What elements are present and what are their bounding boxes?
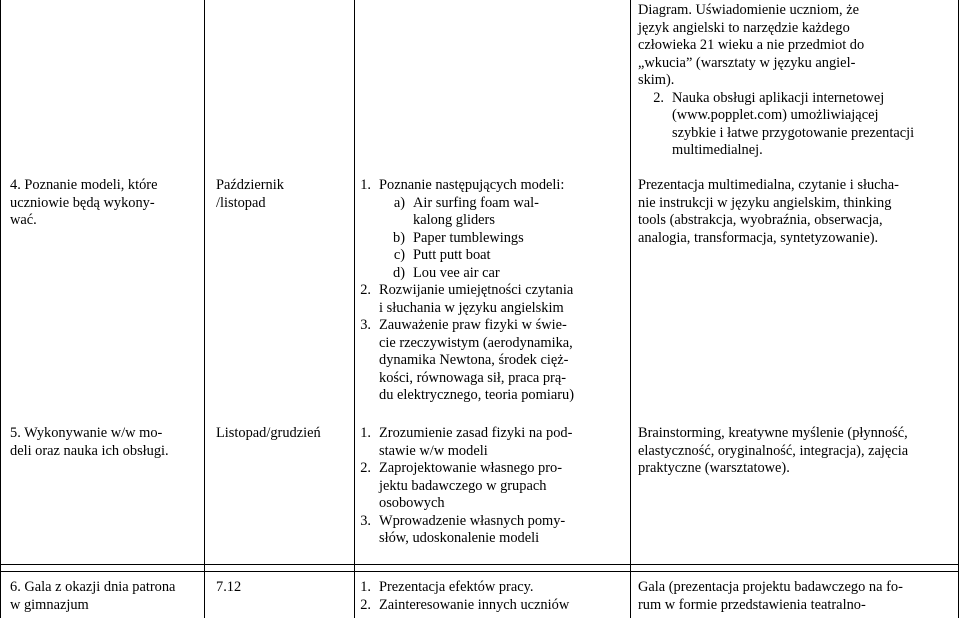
topic-cell-5 <box>10 425 200 460</box>
text-line: Zainteresowanie innych uczniów <box>379 596 570 613</box>
text-line: Prezentacja efektów pracy. <box>379 579 534 595</box>
text-line: Listopad/grudzień <box>216 425 321 441</box>
list-number: 1. <box>360 177 371 193</box>
sub-list-letter: a) <box>393 194 405 211</box>
list-item <box>345 425 628 460</box>
text-line: jektu badawczego w grupach <box>379 477 547 494</box>
list-number: 2. <box>653 89 664 106</box>
sub-list-item <box>379 195 628 230</box>
text-line: rum w formie przedstawienia teatralno- <box>638 596 866 613</box>
text-line: nie instrukcji w języku angielskim, thinking <box>638 194 892 211</box>
text-line: szybkie i łatwe przygotowanie prezentacji <box>672 124 915 141</box>
list-number: 1. <box>360 579 371 595</box>
sub-list-letter: c) <box>393 247 405 263</box>
text-line: kości, równowaga sił, praca prą- <box>379 369 567 386</box>
topic-cell-4 <box>10 177 200 230</box>
sub-list-item <box>379 230 628 248</box>
text-line: Zrozumienie zasad fizyki na pod- <box>379 425 573 441</box>
text-line: Październik <box>216 177 284 193</box>
list-number: 2. <box>360 596 371 613</box>
text-line: praktyczne (warsztatowe). <box>638 460 790 476</box>
list-number: 2. <box>360 282 371 298</box>
text-line: Diagram. Uświadomienie uczniom, że <box>638 2 859 18</box>
text-line: Nauka obsługi aplikacji internetowej <box>672 89 885 106</box>
text-line: elastyczność, oryginalność, integracja), zajęcia <box>638 442 909 459</box>
list-number: 3. <box>360 512 371 529</box>
text-line: /listopad <box>216 194 266 211</box>
methods-list <box>638 90 954 160</box>
sub-list-letter: d) <box>393 264 405 281</box>
text-line: Zauważenie praw fizyki w świe- <box>379 317 567 333</box>
sub-list-item <box>379 265 628 283</box>
date-cell-5 <box>216 425 350 443</box>
text-line: uczniowie będą wykony- <box>10 194 155 211</box>
methods-cell-5 <box>638 425 954 478</box>
text-line: kalong gliders <box>413 212 495 228</box>
text-line: Putt putt boat <box>413 247 491 263</box>
methods-cell-continued <box>638 2 954 160</box>
list-item <box>345 282 628 317</box>
text-line: analogia, transformacja, syntetyzowanie). <box>638 229 879 246</box>
date-cell-6 <box>216 579 350 597</box>
text-line: Zaprojektowanie własnego pro- <box>379 460 563 476</box>
text-line: Lou vee air car <box>413 264 500 281</box>
text-line: Brainstorming, kreatywne myślenie (płynność, <box>638 425 908 441</box>
methods-cell-4 <box>638 177 954 247</box>
list-number: 3. <box>360 317 371 333</box>
text-line: człowieka 21 wieku a nie przedmiot do <box>638 37 865 53</box>
list-item <box>345 513 628 548</box>
list-item <box>638 90 954 160</box>
text-line: Poznanie następujących modeli: <box>379 177 565 193</box>
text-line: Wprowadzenie własnych pomy- <box>379 512 566 529</box>
text-line: wać. <box>10 212 37 228</box>
row-divider <box>0 564 959 565</box>
column-divider-1 <box>204 0 205 618</box>
tasks-cell-4 <box>345 177 628 405</box>
text-line: (www.popplet.com) umożliwiającej <box>672 107 879 123</box>
text-line: 5. Wykonywanie w/w mo- <box>10 425 163 441</box>
list-item <box>345 579 628 597</box>
methods-cell-6 <box>638 579 954 614</box>
text-line: w gimnazjum <box>10 596 89 613</box>
date-cell-4 <box>216 177 350 212</box>
sub-list-item <box>379 247 628 265</box>
text-line: 7.12 <box>216 579 242 595</box>
text-line: Prezentacja multimedialna, czytanie i słucha- <box>638 177 899 193</box>
text-line: Gala (prezentacja projektu badawczego na fo- <box>638 579 903 595</box>
list-item <box>345 460 628 513</box>
text-line: „wkucia” (warsztaty w języku angiel- <box>638 54 856 71</box>
list-item <box>345 597 628 615</box>
tasks-cell-6 <box>345 579 628 614</box>
table-border-left <box>0 0 1 618</box>
text-line: 6. Gala z okazji dnia patrona <box>10 579 176 595</box>
text-line: du elektrycznego, teoria pomiaru) <box>379 387 574 403</box>
text-line: multimedialnej. <box>672 142 763 158</box>
list-item <box>345 177 628 282</box>
text-line: Air surfing foam wal- <box>413 194 539 211</box>
text-line: cie rzeczywistym (aerodynamika, <box>379 334 573 351</box>
column-divider-3 <box>630 0 631 618</box>
list-number: 1. <box>360 425 371 441</box>
text-line: deli oraz nauka ich obsługi. <box>10 442 169 459</box>
text-line: Paper tumblewings <box>413 229 524 246</box>
text-line: język angielski to narzędzie każdego <box>638 19 850 36</box>
text-line: słów, udoskonalenie modeli <box>379 530 540 546</box>
list-item <box>345 317 628 405</box>
text-line: Rozwijanie umiejętności czytania <box>379 282 574 298</box>
text-line: stawie w/w modeli <box>379 442 488 459</box>
table-border-right <box>958 0 959 618</box>
methods-text <box>638 2 954 90</box>
text-line: 4. Poznanie modeli, które <box>10 177 158 193</box>
text-line: osobowych <box>379 495 445 511</box>
tasks-cell-5 <box>345 425 628 548</box>
row-divider-gap <box>0 571 959 572</box>
text-line: tools (abstrakcja, wyobraźnia, obserwacja, <box>638 212 883 228</box>
text-line: i słuchania w języku angielskim <box>379 299 564 316</box>
topic-cell-6 <box>10 579 200 614</box>
list-number: 2. <box>360 460 371 476</box>
text-line: skim). <box>638 72 675 88</box>
sub-list-letter: b) <box>393 229 405 246</box>
text-line: dynamika Newtona, środek cięż- <box>379 352 569 368</box>
